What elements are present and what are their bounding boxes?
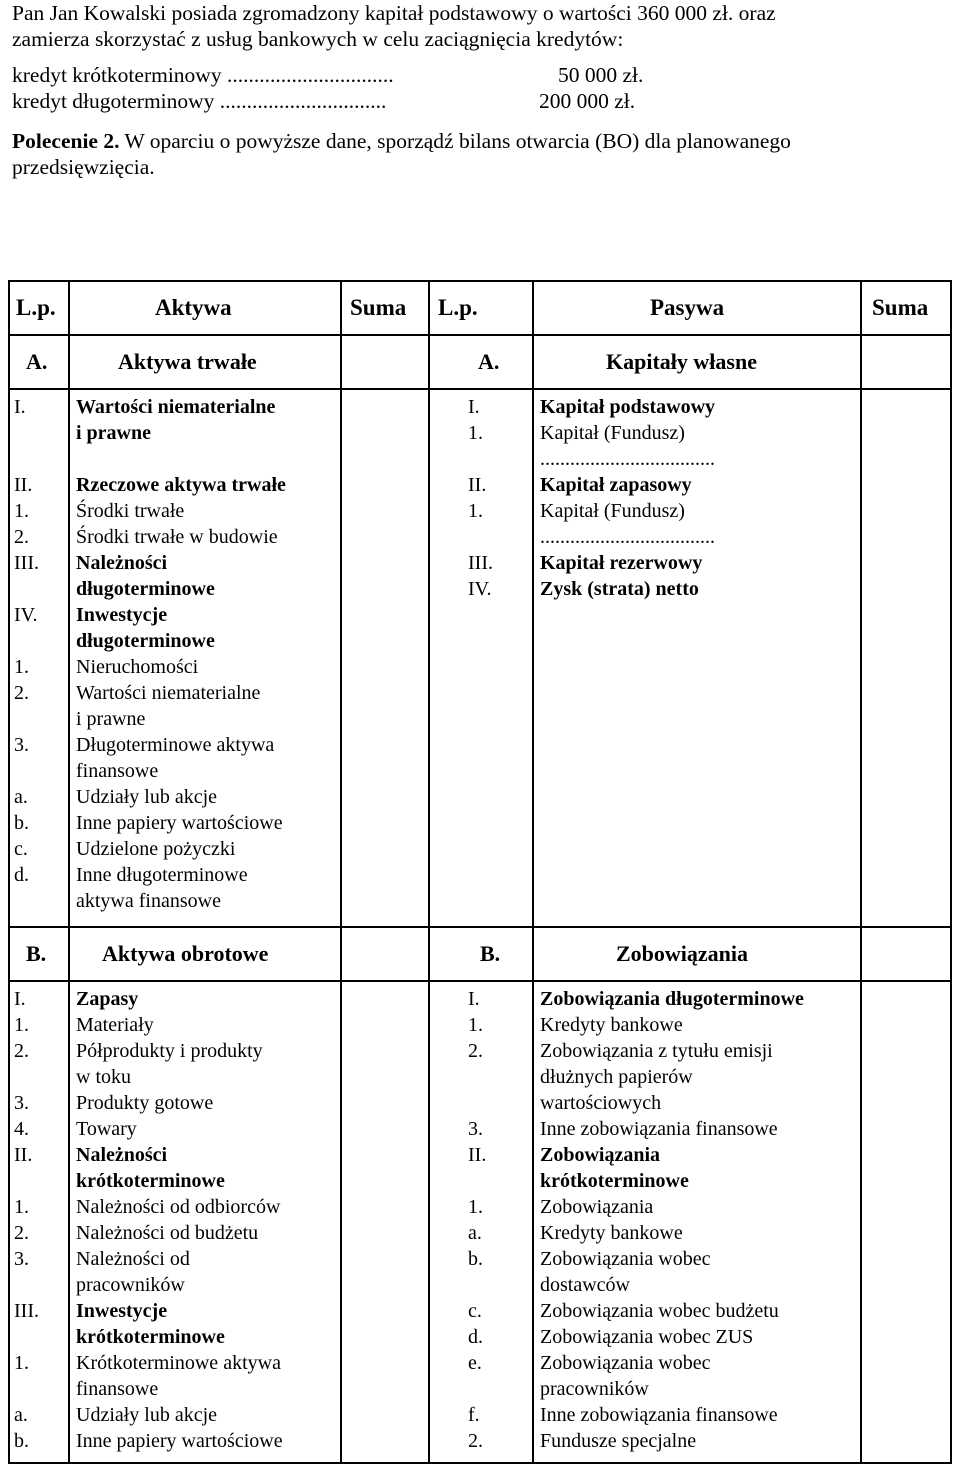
row-item: krótkoterminowe xyxy=(76,1326,225,1348)
grid-line xyxy=(532,282,534,1462)
row-number xyxy=(14,1324,70,1350)
section-b-body xyxy=(10,982,950,1462)
row-number: III. xyxy=(14,1300,39,1322)
row-number: 3. xyxy=(14,1092,29,1114)
row-item: Inwestycje xyxy=(76,1300,168,1322)
grid-line xyxy=(340,282,342,1462)
row-number: I. xyxy=(468,988,480,1010)
row-number: II. xyxy=(468,1144,487,1166)
row-item: Kapitał (Fundusz) xyxy=(540,500,685,522)
row-number xyxy=(14,1376,70,1402)
section-a-right-items xyxy=(540,394,860,602)
row-number: 1. xyxy=(468,1014,483,1036)
row-item: Należności xyxy=(76,552,168,574)
credit-short-amount: 50 000 zł. xyxy=(558,63,644,87)
row-number: a. xyxy=(14,1404,28,1426)
row-item: Kredyty bankowe xyxy=(540,1222,683,1244)
row-item: Kapitał zapasowy xyxy=(540,474,692,496)
section-a-header xyxy=(10,336,950,390)
task-label: Polecenie 2. xyxy=(12,129,120,153)
row-number xyxy=(468,1376,532,1402)
credit-long-row xyxy=(12,88,950,114)
row-number: I. xyxy=(468,396,480,418)
credit-short-row xyxy=(12,62,950,88)
grid-line xyxy=(428,282,430,1462)
table-header xyxy=(10,282,950,336)
section-a-right-numbers xyxy=(468,394,532,602)
row-item: wartościowych xyxy=(540,1092,662,1114)
row-item: Kredyty bankowe xyxy=(540,1014,683,1036)
header-lp-right: L.p. xyxy=(438,295,478,320)
row-item xyxy=(76,446,352,472)
row-item: Środki trwałe xyxy=(76,500,185,522)
section-a-left-code: A. xyxy=(26,349,48,374)
section-b-right-numbers xyxy=(468,986,532,1454)
row-number: e. xyxy=(468,1352,482,1374)
section-a-right-code: A. xyxy=(478,349,500,374)
row-number: 3. xyxy=(14,1248,29,1270)
row-number: II. xyxy=(14,474,33,496)
row-item: Inne zobowiązania finansowe xyxy=(540,1118,778,1140)
row-item: Wartości niematerialne xyxy=(76,396,276,418)
row-number: 1. xyxy=(468,1196,483,1218)
task-text: W oparciu o powyższe dane, sporządź bilans otwarcia (BO) dla planowanego xyxy=(119,129,791,153)
row-item: Krótkoterminowe aktywa xyxy=(76,1352,281,1374)
row-number xyxy=(14,420,70,446)
section-a-left-numbers xyxy=(14,394,70,914)
section-b-left-title: Aktywa obrotowe xyxy=(102,941,269,966)
row-item: Inne zobowiązania finansowe xyxy=(540,1404,778,1426)
row-item: Kapitał podstawowy xyxy=(540,396,716,418)
section-a-right-title: Kapitały własne xyxy=(606,349,757,374)
row-item: krótkoterminowe xyxy=(540,1170,689,1192)
row-item: Zapasy xyxy=(76,988,139,1010)
row-number: 3. xyxy=(468,1118,483,1140)
row-number: 2. xyxy=(14,526,29,548)
section-b-left-items xyxy=(76,986,352,1454)
row-number xyxy=(468,1090,532,1116)
header-lp-left: L.p. xyxy=(16,295,56,320)
section-a-body xyxy=(10,390,950,928)
row-item: pracowników xyxy=(540,1378,649,1400)
row-item: finansowe xyxy=(76,760,159,782)
row-item: Zobowiązania wobec xyxy=(540,1248,711,1270)
row-item: Kapitał rezerwowy xyxy=(540,552,703,574)
row-number xyxy=(14,576,70,602)
row-number xyxy=(14,628,70,654)
row-item: długoterminowe xyxy=(76,630,215,652)
header-aktywa: Aktywa xyxy=(155,295,232,320)
row-item: pracowników xyxy=(76,1274,185,1296)
row-number: 2. xyxy=(468,1430,483,1452)
credit-long-label: kredyt długoterminowy ............................... xyxy=(12,89,387,113)
row-item: Zobowiązania wobec ZUS xyxy=(540,1326,754,1348)
row-item: Nieruchomości xyxy=(76,656,199,678)
row-number: 3. xyxy=(14,734,29,756)
row-item: Należności od xyxy=(76,1248,190,1270)
row-number xyxy=(468,446,532,472)
row-item: Należności od odbiorców xyxy=(76,1196,281,1218)
row-item: Rzeczowe aktywa trwałe xyxy=(76,474,286,496)
row-number: d. xyxy=(468,1326,483,1348)
row-number xyxy=(468,1064,532,1090)
grid-line xyxy=(860,282,862,1462)
intro-line-2: zamierza skorzystać z usług bankowych w celu zaciągnięcia kredytów: xyxy=(12,27,624,51)
row-item: Udziały lub akcje xyxy=(76,1404,218,1426)
row-item: Środki trwałe w budowie xyxy=(76,526,278,548)
row-item: Produkty gotowe xyxy=(76,1092,214,1114)
row-item: i prawne xyxy=(76,708,146,730)
grid-line xyxy=(68,282,70,1462)
row-number: IV. xyxy=(14,604,38,626)
row-number: 1. xyxy=(14,500,29,522)
section-b-header xyxy=(10,928,950,982)
row-item: Zobowiązania długoterminowe xyxy=(540,988,804,1010)
row-number: c. xyxy=(468,1300,482,1322)
row-item: ................................... xyxy=(540,448,715,470)
row-number: 1. xyxy=(468,500,483,522)
task-line-2: przedsięwzięcia. xyxy=(12,155,155,179)
row-item: aktywa finansowe xyxy=(76,890,221,912)
task-line-1 xyxy=(12,128,950,154)
header-suma-right: Suma xyxy=(872,295,929,320)
intro-line-1: Pan Jan Kowalski posiada zgromadzony kapitał podstawowy o wartości 360 000 zł. oraz xyxy=(12,1,776,25)
row-item: Inne papiery wartościowe xyxy=(76,812,283,834)
row-item: Inne długoterminowe xyxy=(76,864,248,886)
row-number xyxy=(14,446,70,472)
row-item: Wartości niematerialne xyxy=(76,682,261,704)
row-item: Fundusze specjalne xyxy=(540,1430,697,1452)
row-number xyxy=(14,758,70,784)
row-number: 1. xyxy=(468,422,483,444)
row-item: Udziały lub akcje xyxy=(76,786,218,808)
row-number: 2. xyxy=(14,682,29,704)
intro-text xyxy=(12,0,950,180)
row-number xyxy=(14,888,70,914)
section-b-right-items xyxy=(540,986,860,1454)
row-number: IV. xyxy=(468,578,492,600)
row-item: Inwestycje xyxy=(76,604,168,626)
section-a-left-items xyxy=(76,394,352,914)
header-pasywa: Pasywa xyxy=(650,295,725,320)
row-item: w toku xyxy=(76,1066,131,1088)
section-b-left-code: B. xyxy=(26,941,47,966)
row-number: b. xyxy=(14,812,29,834)
row-number xyxy=(468,1272,532,1298)
row-number: b. xyxy=(468,1248,483,1270)
row-item: Zysk (strata) netto xyxy=(540,578,699,600)
row-item: Należności xyxy=(76,1144,168,1166)
row-number: 1. xyxy=(14,656,29,678)
row-item: długoterminowe xyxy=(76,578,215,600)
row-item: Półprodukty i produkty xyxy=(76,1040,263,1062)
row-item: Zobowiązania wobec xyxy=(540,1352,711,1374)
row-item: Zobowiązania z tytułu emisji xyxy=(540,1040,773,1062)
credit-long-amount: 200 000 zł. xyxy=(539,89,636,113)
row-number: 2. xyxy=(14,1222,29,1244)
row-item: ................................... xyxy=(540,526,715,548)
row-number xyxy=(468,524,532,550)
row-number xyxy=(14,1064,70,1090)
row-item: dłużnych papierów xyxy=(540,1066,693,1088)
row-number: 1. xyxy=(14,1014,29,1036)
row-item: Długoterminowe aktywa xyxy=(76,734,275,756)
row-number: I. xyxy=(14,988,26,1010)
balance-table xyxy=(8,280,952,1464)
row-number xyxy=(14,1272,70,1298)
section-b-left-numbers xyxy=(14,986,70,1454)
row-number: III. xyxy=(468,552,493,574)
row-number xyxy=(14,1168,70,1194)
row-number: 4. xyxy=(14,1118,29,1140)
row-item: Zobowiązania xyxy=(540,1144,661,1166)
row-item: finansowe xyxy=(76,1378,159,1400)
row-number: f. xyxy=(468,1404,480,1426)
row-item: Kapitał (Fundusz) xyxy=(540,422,685,444)
row-number: 2. xyxy=(468,1040,483,1062)
row-number: d. xyxy=(14,864,29,886)
row-number: II. xyxy=(468,474,487,496)
row-number: 1. xyxy=(14,1196,29,1218)
row-number xyxy=(14,706,70,732)
row-item: Zobowiązania wobec budżetu xyxy=(540,1300,779,1322)
section-b-right-code: B. xyxy=(480,941,501,966)
row-item: Materiały xyxy=(76,1014,154,1036)
row-number: a. xyxy=(14,786,28,808)
row-number: b. xyxy=(14,1430,29,1452)
row-item: Towary xyxy=(76,1118,137,1140)
row-item: i prawne xyxy=(76,422,151,444)
row-item: Zobowiązania xyxy=(540,1196,654,1218)
row-number: II. xyxy=(14,1144,33,1166)
row-number: c. xyxy=(14,838,28,860)
section-a-left-title: Aktywa trwałe xyxy=(118,349,257,374)
row-number: 1. xyxy=(14,1352,29,1374)
row-number: 2. xyxy=(14,1040,29,1062)
row-item: krótkoterminowe xyxy=(76,1170,225,1192)
row-item: Należności od budżetu xyxy=(76,1222,259,1244)
credit-short-label: kredyt krótkoterminowy ............................... xyxy=(12,63,394,87)
row-item: Udzielone pożyczki xyxy=(76,838,236,860)
header-suma-left: Suma xyxy=(350,295,407,320)
row-number xyxy=(468,1168,532,1194)
row-number: I. xyxy=(14,396,26,418)
row-number: III. xyxy=(14,552,39,574)
row-number: a. xyxy=(468,1222,482,1244)
row-item: Inne papiery wartościowe xyxy=(76,1430,283,1452)
section-b-right-title: Zobowiązania xyxy=(616,941,749,966)
row-item: dostawców xyxy=(540,1274,630,1296)
